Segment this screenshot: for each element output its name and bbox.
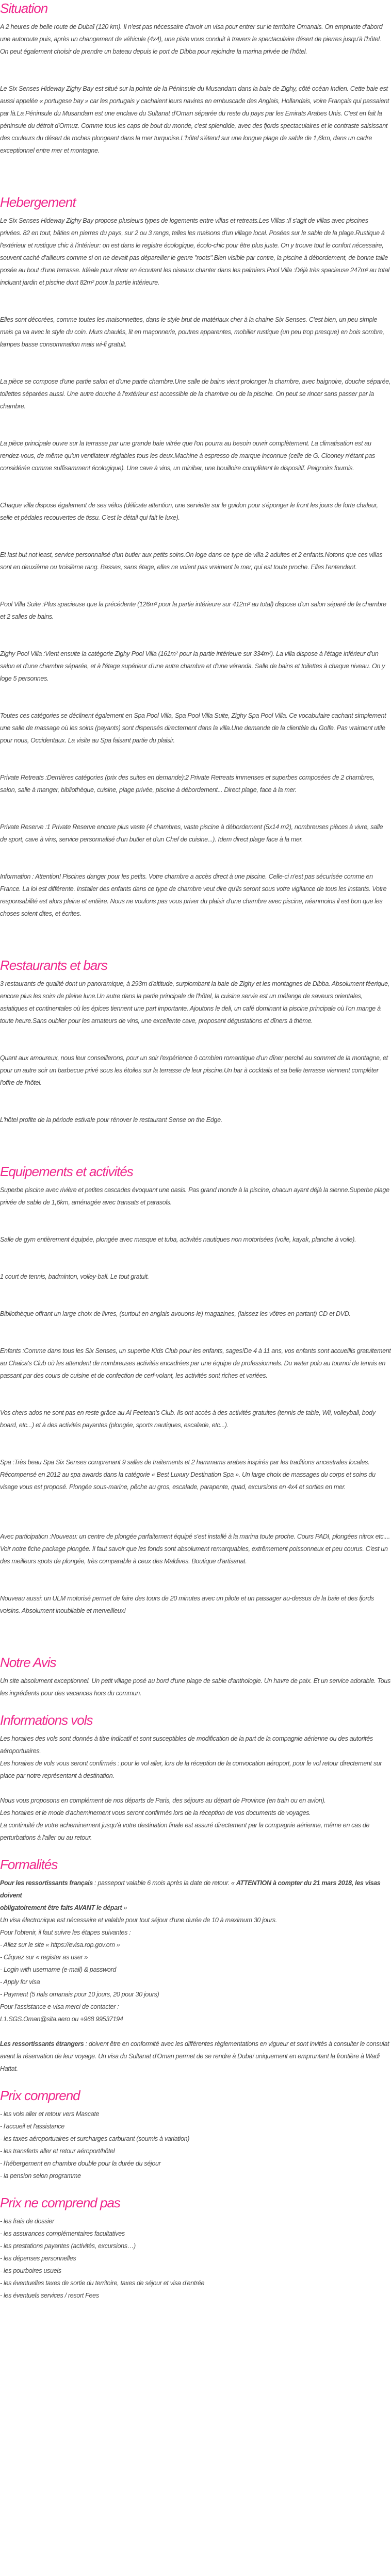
paragraph: Elles sont décorées, comme toutes les maisonnettes, dans le style brut de matériaux cher à la chaine Six Senses. C'est bien, un peu simple mais ça va avec le style du coin. Murs chaulés, lit en maçonnerie, poutres apparentes, mobilier rustique (un peu trop presque) en bois sombre, lampes basse consommation mais wi-fi gratuit. — [0, 316, 384, 348]
paragraph: Le Six Senses Hideway Zighy Bay est situé sur la pointe de la Péninsule du Musandam dans la baie de Zighy, côté océan Indien. Cette baie est aussi appelée « portugese bay » car les portugais y cachaient leurs navires en embuscade des Anglais, Hollandais, voire Français qui passaient par là.La Péninsule du Musandam est une enclave du Sultanat d'Oman séparée du reste du pays par les Emirats Arabes Unis. C'est en fait la péninsule du détroit d'Ormuz. Comme tous les caps de bout du monde, c'est splendide, avec des fjords spectaculaires et le contraste saisissant des couleurs du désert de roches plongeant dans la mer turquoise.L'hôtel s'étend sur une longue plage de sable de 1,6km, dans un cadre exceptionnel entre mer et montagne. — [0, 85, 389, 154]
section-title-prix-ne-comprend-pas: Prix ne comprend pas — [0, 2195, 120, 2210]
text-line: Les horaires de vols vous seront confirmés : pour le vol aller, lors de la réception de la convocation aéroport, pour le vol retour directement sur place par notre représentant à destination. — [0, 1760, 382, 1779]
section-formalites — [0, 1856, 391, 2075]
paragraph: Spa :Très beau Spa Six Senses comprenant 9 salles de traitements et 2 hammams arabes inspirés par les traditions ancestrales locales. Récompensé en 2012 au spa awards dans la catégorie « Best Luxury Destination Spa ». Un large choix de massages du corps et soins du visage vous est proposé. Plongée sous-marine, pêche au gros, escalade, parapente, quad, excursions en 4x4 et sorties en mer. — [0, 1459, 376, 1491]
paragraph: Private Retreats :Dernières catégories (prix des suites en demande):2 Private Retreats immenses et superbes composées de 2 chambres, salon, salle à manger, bibliothèque, cuisine, plage privée, piscine à débordement... Direct plage, face à la mer. — [0, 774, 374, 794]
list-item: - les assurances complémentaires facultatives — [0, 2230, 125, 2237]
paragraph — [0, 1794, 391, 1844]
paragraph: Nouveau aussi: un ULM motorisé permet de faire des tours de 20 minutes avec un pilote et un passager au-dessus de la baie et des fjords voisins. Absolument inoubliable et merveilleux! — [0, 1595, 374, 1614]
label-foreign-nationals: Les ressortissants étrangers — [0, 2040, 84, 2047]
paragraph: Superbe piscine avec rivière et petites cascades évoquant une oasis. Pas grand monde à la piscine, chacun ayant déjà la sienne.Superbe plage privée de sable de 1,6km, aménagée avec transats et parasols. — [0, 1186, 389, 1206]
section-title-formalites: Formalités — [0, 1857, 58, 1872]
list-item: - les taxes aéroportuaires et surcharges carburant (soumis à variation) — [0, 2135, 190, 2142]
paragraph — [0, 1732, 391, 1782]
paragraph: Bibliothèque offrant un large choix de livres, (surtout en anglais avouons-le) magazines, (laissez les vôtres en partant) CD et DVD. — [0, 1310, 351, 1317]
evisa-steps — [0, 1914, 391, 2025]
list-item: - l'hébergement en chambre double pour la durée du séjour — [0, 2160, 161, 2167]
included-list — [0, 2108, 391, 2182]
text-line: Pour l'obtenir, il faut suivre les étapes suivantes : — [0, 1929, 131, 1936]
label-french-nationals: Pour les ressortissants français — [0, 1879, 93, 1887]
paragraph: Un site absolument exceptionnel. Un petit village posé au bord d'une plage de sable d'anthologie. Un havre de paix. Et un service adorable. Tous les ingrédients pour des vacances hors du commun. — [0, 1677, 390, 1697]
list-item: - les prestations payantes (activités, excursions…) — [0, 2242, 136, 2250]
text-line: Pour l'assistance e-visa merci de contacter : — [0, 2003, 119, 2010]
list-item: - les éventuelles taxes de sortie du territoire, taxes de séjour et visa d'entrée — [0, 2280, 205, 2287]
section-title-prix-comprend: Prix comprend — [0, 2088, 80, 2103]
text-line: Les horaires des vols sont donnés à titre indicatif et sont susceptibles de modification de la part de la compagnie aérienne ou des autorités aéroportuaires. — [0, 1735, 373, 1755]
list-item: - les vols aller et retour vers Mascate — [0, 2110, 100, 2118]
paragraph: Private Reserve :1 Private Reserve encore plus vaste (4 chambres, vaste piscine à débordement (5x14 m2), nombreuses pièces à vivre, salle de sport, cave à vins, service personnalisé d'un butler et d'un Chef de cuisine...). Idem direct plage face à la mer. — [0, 823, 383, 843]
list-item: - l'accueil et l'assistance — [0, 2123, 64, 2130]
list-item: - les transferts aller et retour aéroport/hôtel — [0, 2148, 115, 2155]
section-hebergement — [0, 194, 391, 920]
paragraph: 3 restaurants de qualité dont un panoramique, à 293m d'altitude, surplombant la baie de Zighy et les montagnes de Dibba. Absolument féerique, encore plus les soirs de pleine lune.Un autre dans la partie principale de l'hôtel, la cuisine servie est un mélange de saveurs orientales, asiatiques et continentales où les épices tiennent une part importante. Ajoutons le deli, un café dominant la piscine principale où l'on mange à toute heure.Sans oublier pour les amateurs de vins, une excellente cave, proposant dégustations et dîners à thème. — [0, 980, 389, 1025]
paragraph: L'hôtel profite de la période estivale pour rénover le restaurant Sense on the Edge. — [0, 1116, 222, 1124]
paragraph: Vos chers ados ne sont pas en reste grâce au Al Feetean's Club. Ils ont accès à des activités gratuites (tennis de table, Wii, volleyball, body board, etc...) et à des activités payantes (plongée, sports nautiques, escalade, etc...). — [0, 1409, 376, 1429]
list-item: - les pourboires usuels — [0, 2267, 61, 2274]
text-line: Les horaires et le mode d'acheminement vous seront confirmés lors de la réception de vos documents de voyages. — [0, 1809, 311, 1817]
paragraph: Toutes ces catégories se déclinent également en Spa Pool Villa, Spa Pool Villa Suite, Zighy Spa Pool Villa. Ce vocabulaire cachant simplement une salle de massage où les soins (payants) sont dispensés directement dans la villa.Une demande de la clientèle du Golfe. Pas vraiment utile pour nous, Occidentaux. La visite au Spa faisant partie du plaisir. — [0, 712, 386, 744]
paragraph: Information : Attention! Piscines danger pour les petits. Votre chambre a accès direct à une piscine. Celle-ci n'est pas sécurisée comme en France. La loi est différente. Installer des enfants dans ce type de chambre veut dire qu'ils seront sous votre vigilance de tous les instants. Votre responsabilité est alors pleine et entière. Nous ne voulons pas vous priver du plaisir d'une chambre avec piscine, néanmoins il est bon que les choses soient dites, et écrites. — [0, 873, 387, 917]
paragraph: Le Six Senses Hideway Zighy Bay propose plusieurs types de logements entre villas et retreats.Les Villas :Il s'agit de villas avec piscines privées. 82 en tout, bâties en pierres du pays, sur 2 ou 3 rangs, telles les maisons d'un village local. Posées sur le sable de la plage.Rustique à l'extérieur et rustique chic à l'intérieur: on est dans le registre écologique, écolo-chic pour être plus juste. On y trouve tout le confort nécessaire, souvent caché d'ailleurs comme si on ne devait pas dépareiller le genre "roots".Bien visible par contre, la piscine à débordement, de bonne taille posée au bout d'une terrasse. Idéale pour rêver en écoutant les oiseaux chanter dans les palmiers.Pool Villa :Déjà très spacieuse 247m² au total incluant jardin et piscine dont 82m² pour la partie intérieure. — [0, 217, 389, 286]
paragraph: La pièce se compose d'une partie salon et d'une partie chambre.Une salle de bains vient prolonger la chambre, avec baignoire, douche séparée, toilettes séparées aussi. Une autre douche à l'extérieur est accessible de la chambre ou de la piscine. On peut se rincer sans passer par la chambre. — [0, 378, 391, 410]
attention-notice: obligatoirement être faits AVANT le départ — [0, 1904, 122, 1911]
section-vols — [0, 1712, 391, 1844]
section-situation — [0, 0, 391, 157]
text-line: Un visa électronique est nécessaire et valable pour tout séjour d'une durée de 10 à maximum 30 jours. — [0, 1917, 277, 1924]
text: : doivent être en conformité avec les différentes règlementations en vigueur et sont invités à consulter le consulat avant la réservation de leur voyage. Un visa du Sultanat d'Oman permet de se rendre à Dubaï uniquement en empruntant la frontière à Wadi Hattat. — [0, 2040, 389, 2072]
paragraph: Salle de gym entièrement équipée, plongée avec masque et tuba, activités nautiques non motorisées (voile, kayak, planche à voile). — [0, 1236, 356, 1243]
section-restaurants — [0, 957, 391, 1126]
section-title-vols: Informations vols — [0, 1712, 93, 1728]
section-title-situation: Situation — [0, 1, 48, 16]
section-avis — [0, 1654, 391, 1699]
section-title-avis: Notre Avis — [0, 1655, 56, 1670]
text-line: La continuité de votre acheminement jusqu'à votre destination finale est assuré directement par la compagnie aérienne, même en cas de perturbations à l'aller ou au retour. — [0, 1822, 370, 1841]
text-line: - Payment (5 rials omanais pour 10 jours, 20 pour 30 jours) — [0, 1991, 159, 1998]
text-line: - Cliquez sur « register as user » — [0, 1954, 88, 1961]
section-equipements — [0, 1163, 391, 1617]
text-line: Nous vous proposons en complément de nos départs de Paris, des séjours au départ de Province (en train ou en avion). — [0, 1797, 326, 1804]
paragraph: Chaque villa dispose également de ses vélos (délicate attention, une serviette sur le guidon pour s'éponger le front les jours de forte chaleur, selle et pédales recouvertes de tissu. C'est le détail qui fait le luxe). — [0, 502, 378, 521]
text: : passeport valable 6 mois après la date de retour. « — [92, 1879, 236, 1887]
list-item: - les éventuels services / resort Fees — [0, 2292, 99, 2299]
list-item: - les frais de dossier — [0, 2218, 54, 2225]
section-title-equipements: Equipements et activités — [0, 1164, 133, 1179]
paragraph: Enfants :Comme dans tous les Six Senses, un superbe Kids Club pour les enfants, sages!De 4 à 11 ans, vos enfants sont accueillis gratuitement au Chaica's Club où les attendent de nombreuses activités encadrées par une équipe de professionnels. Du water polo au tournoi de tennis en passant par des cours de cuisine et de confection de cerf-volant, les activités sont riches et variées. — [0, 1347, 391, 1379]
contact-line: L1.SGS.Oman@sita.aero ou +968 99537194 — [0, 2016, 123, 2023]
paragraph: Quant aux amoureux, nous leur conseillerons, pour un soir l'expérience ô combien romantique d'un dîner perché au sommet de la montagne, et pour un autre soir un barbecue privé sous les étoiles sur la terrasse de leur piscine.Un bar à cocktails et sa belle terrasse viennent compléter l'offre de l'hôtel. — [0, 1054, 388, 1086]
paragraph: Pool Villa Suite :Plus spacieuse que la précédente (126m² pour la partie intérieure sur 412m² au total) dispose d'un salon séparé de la chambre et 2 salles de bains. — [0, 601, 386, 620]
paragraph-french-nationals — [0, 1877, 391, 1914]
text: » — [122, 1904, 127, 1911]
text-line: - Apply for visa — [0, 1978, 40, 1986]
paragraph: 1 court de tennis, badminton, volley-ball. Le tout gratuit. — [0, 1273, 149, 1280]
attention-notice: ATTENTION à compter du 21 mars 2018, les visas doivent — [0, 1879, 381, 1899]
text-line: - Allez sur le site « https://evisa.rop.gov.om » — [0, 1941, 120, 1948]
section-title-restaurants: Restaurants et bars — [0, 957, 107, 973]
paragraph-foreign-nationals — [0, 2038, 391, 2075]
list-item: - les dépenses personnelles — [0, 2255, 76, 2262]
text-line: - Login with username (e-mail) & password — [0, 1966, 117, 1973]
section-prix-comprend — [0, 2087, 391, 2182]
paragraph: Et last but not least, service personnalisé d'un butler aux petits soins.On loge dans ce type de villa 2 adultes et 2 enfants.Notons que ces villas sont en deuxième ou troisième rang. Basses, sans étage, elles ne voient pas vraiment la mer, qui est toute proche. Elles l'entendent. — [0, 551, 383, 571]
section-prix-ne-comprend-pas — [0, 2194, 391, 2302]
excluded-list — [0, 2215, 391, 2302]
section-title-hebergement: Hebergement — [0, 194, 76, 210]
paragraph: Zighy Pool Villa :Vient ensuite la catégorie Zighy Pool Villa (161m² pour la partie intérieure sur 334m²). La villa dispose à l'étage inférieur d'un salon et d'une chambre séparée, et à l'étage supérieur d'une autre chambre et d'une véranda. Salle de bains et toilettes à chaque niveau. On y loge 5 personnes. — [0, 650, 385, 682]
list-item: - la pension selon programme — [0, 2172, 81, 2179]
paragraph: A 2 heures de belle route de Dubaï (120 km). Il n'est pas nécessaire d'avoir un visa pour entrer sur le territoire Omanais. On emprunte d'abord une autoroute puis, après un changement de véhicule (4x4), une piste vous conduit à travers le spectaculaire désert de pierres jusqu'à l'hôtel. On peut également choisir de prendre un bateau depuis le port de Dibba pour rejoindre la marina privée de l'hôtel. — [0, 23, 383, 55]
paragraph: Avec participation :Nouveau: un centre de plongée parfaitement équipé s'est installé à la marina toute proche. Cours PADI, plongées nitrox etc.... Voir notre fiche package plongée. Il faut savoir que les fonds sont absolument remarquables, extrêmement poissonneux et peu courus. C'est un des meilleurs spots de plongée, très comparable à ceux des Maldives. Boutique d'artisanat. — [0, 1533, 390, 1565]
paragraph: La pièce principale ouvre sur la terrasse par une grande baie vitrée que l'on pourra au besoin ouvrir complètement. La climatisation est au rendez-vous, de même qu'un ventilateur réglables tous les deux.Machine à espresso de marque inconnue (celle de G. Clooney n'étant pas considérée comme suffisamment écologique). Une cave à vins, un minibar, une bouilloire complètent le dispositif. Peignoirs fournis. — [0, 440, 375, 472]
